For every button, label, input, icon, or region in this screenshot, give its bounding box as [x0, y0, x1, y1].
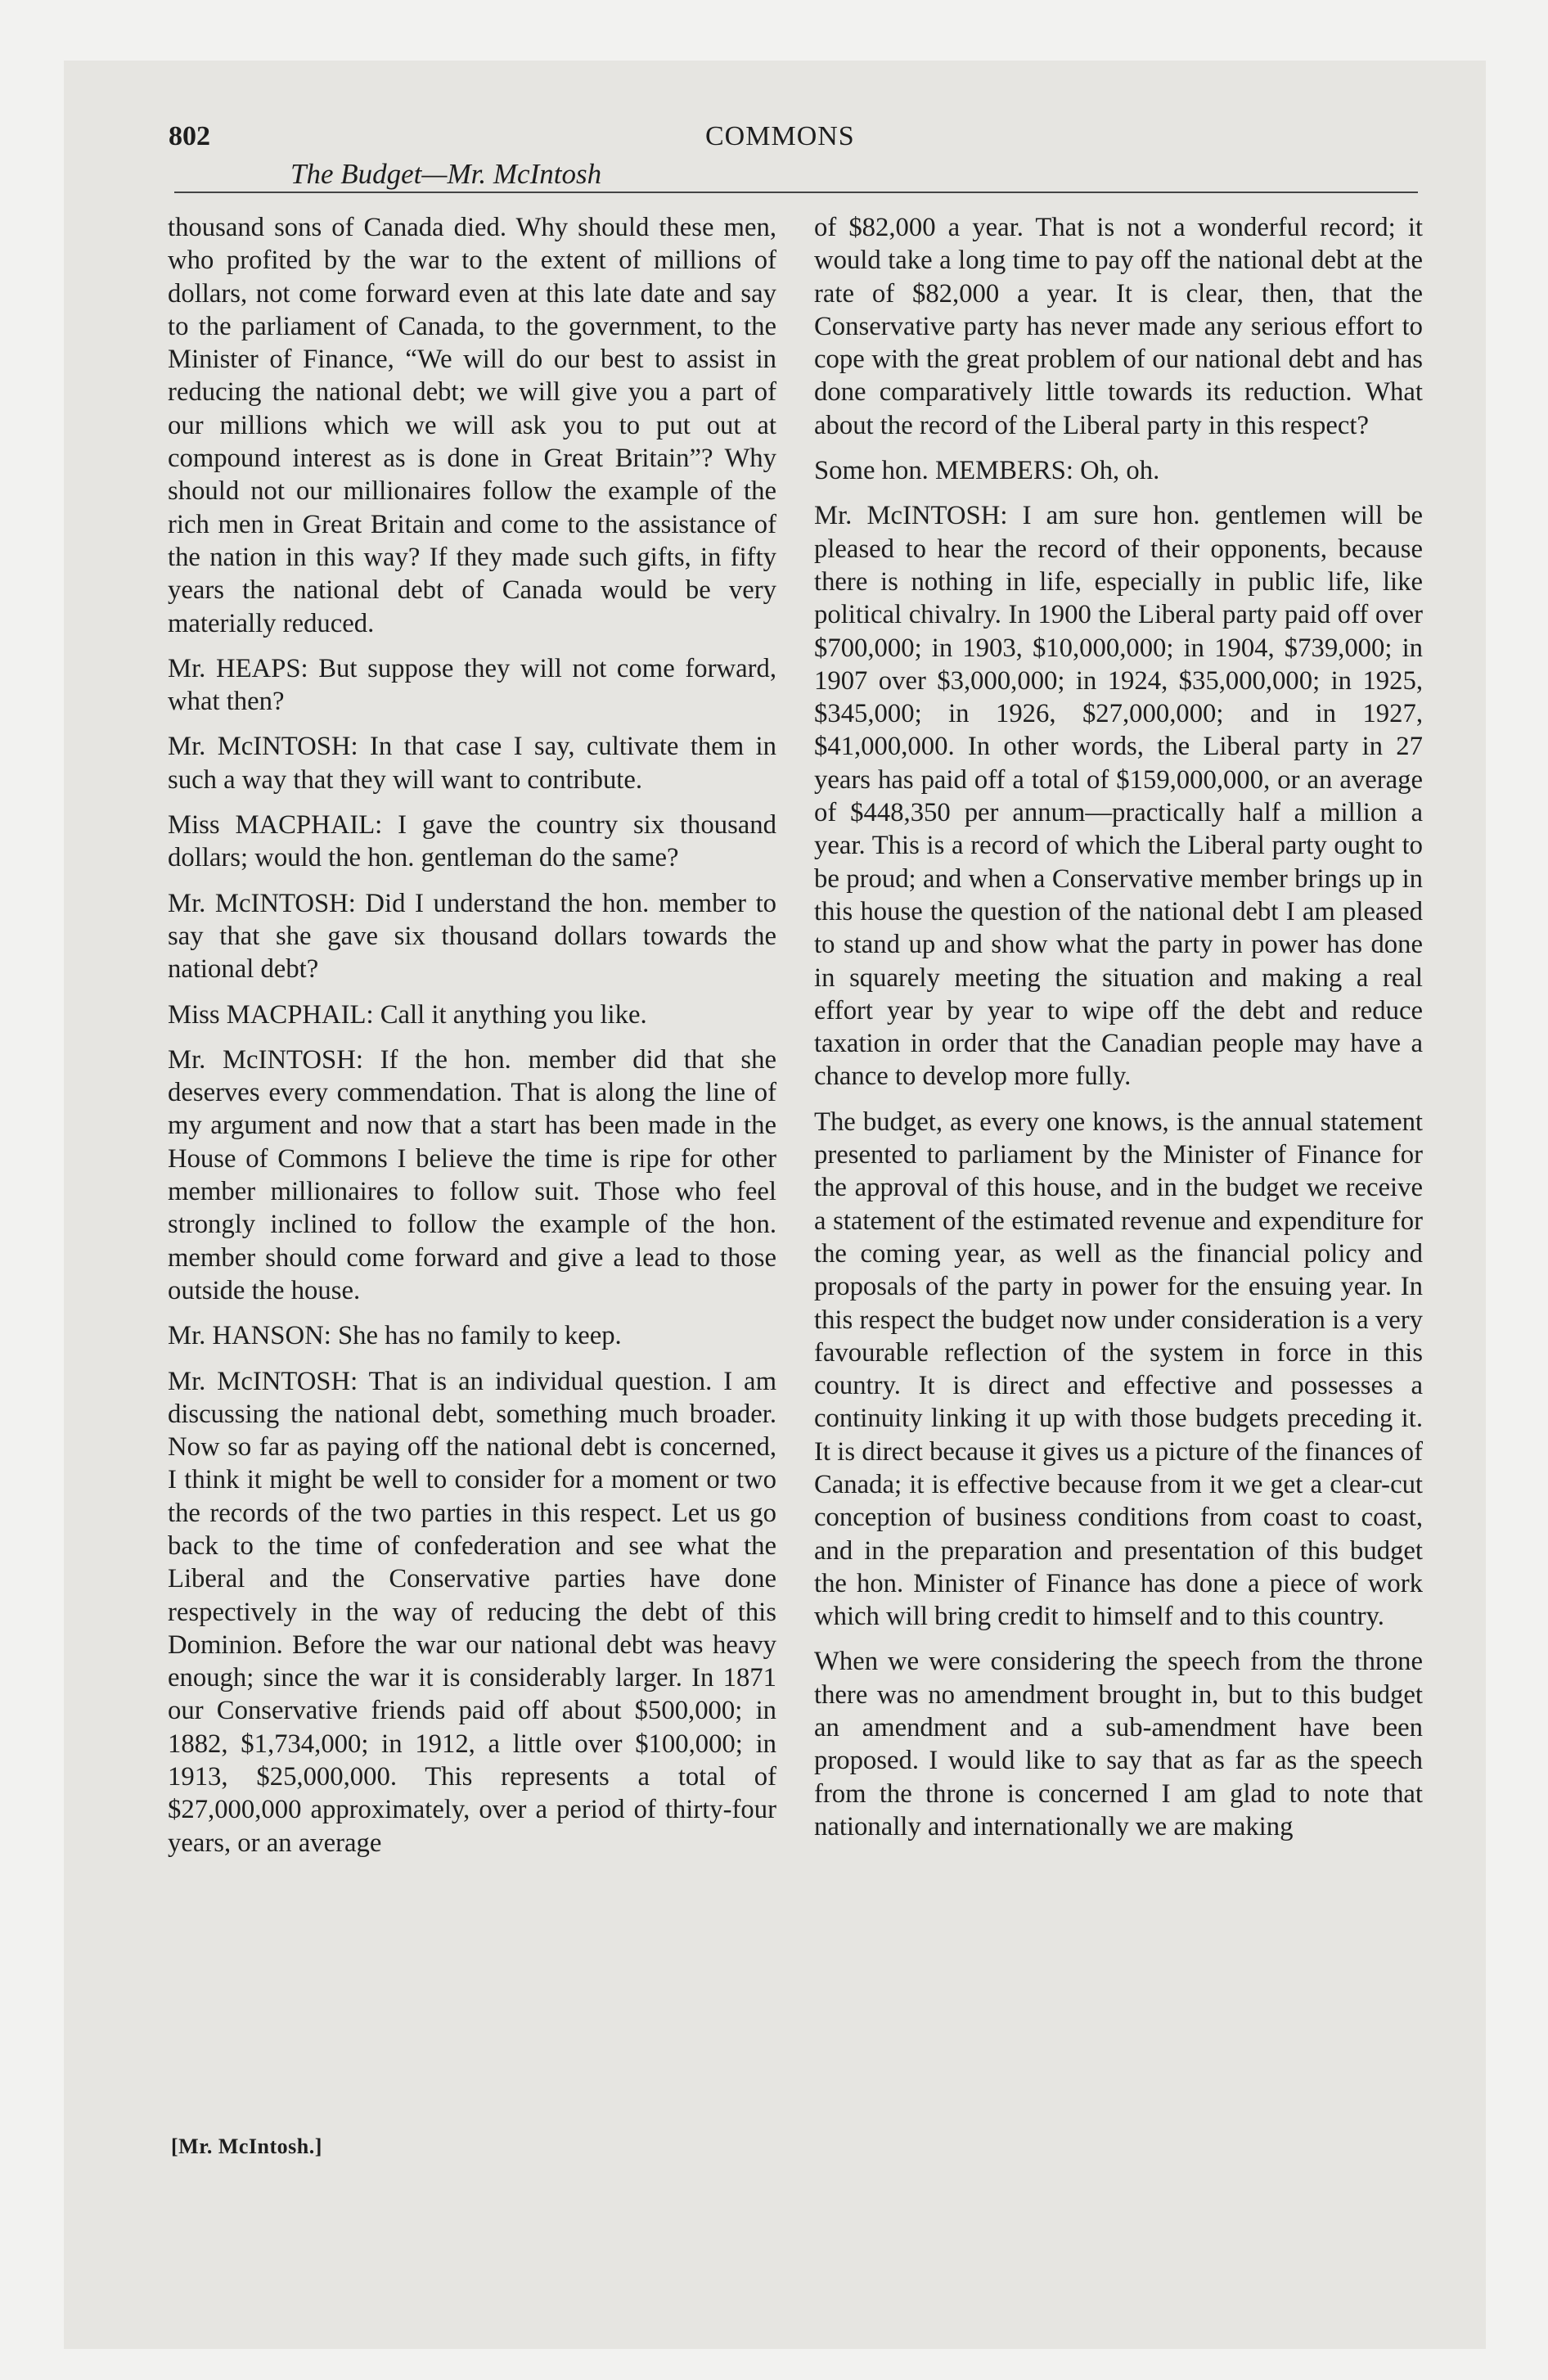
- paragraph: Mr. HANSON: She has no family to keep.: [168, 1321, 622, 1351]
- page-header: [123, 0, 1425, 205]
- paragraph: of $82,000 a year. That is not a wonderful record; it would take a long time to pay off the national debt at the rate of $82,000 a year. It is clear, then, that the Conservative party has never made any serious effort to cope with the great problem of our national debt and has done comparatively little towards its reduction. What about the record of the Liberal party in this respect?: [814, 213, 1423, 440]
- right-column: [814, 211, 1423, 1855]
- hansard-page: [123, 0, 1425, 2380]
- left-column: [168, 211, 776, 1872]
- running-title: The Budget—Mr. McIntosh: [290, 158, 602, 190]
- paragraph: The budget, as every one knows, is the annual statement presented to parliament by the Minister of Finance for the approval of this house, and in the budget we receive a statement of the estimated revenue and expenditure for the coming year, as well as the financial policy and proposals of the party in power for the ensuing year. In this respect the budget now under consideration is a very favourable reflection of the system in force in this country. It is direct and effective and possesses a continuity linking it up with those budgets preceding it. It is direct because it gives us a picture of the finances of Canada; it is effective because from it we get a clear-cut conception of business conditions from coast to coast, and in the preparation and presentation of this budget the hon. Minister of Finance has done a piece of work which will bring credit to himself and to this country.: [814, 1107, 1423, 1632]
- page-number: 802: [169, 121, 210, 151]
- speaker-attribution: [Mr. McIntosh.]: [171, 2134, 322, 2158]
- paragraph: Mr. McINTOSH: In that case I say, cultivate them in such a way that they will want to contribute.: [168, 732, 776, 795]
- paragraph: Mr. McINTOSH: If the hon. member did that she deserves every commendation. That is along the line of my argument and now that a start has been made in the House of Commons I believe the time is ripe for other member millionaires to follow suit. Those who feel strongly inclined to follow the example of the hon. member should come forward and give a lead to those outside the house.: [168, 1044, 776, 1305]
- paragraph: Miss MACPHAIL: Call it anything you like.: [168, 999, 647, 1030]
- paragraph: Mr. HEAPS: But suppose they will not come forward, what then?: [168, 653, 776, 717]
- chamber-heading: COMMONS: [705, 121, 855, 151]
- paragraph: When we were considering the speech from the throne there was no amendment brought in, but to this budget an amendment and a sub-amendment have been proposed. I would like to say that as far as the speech from the throne is concerned I am glad to note that nationally and internationally we are making: [814, 1647, 1423, 1841]
- paragraph: Mr. McINTOSH: I am sure hon. gentlemen will be pleased to hear the record of their opponents, because there is nothing in life, especially in public life, like political chivalry. In 1900 the Liberal party paid off over $700,000; in 1903, $10,000,000; in 1904, $739,000; in 1907 over $3,000,000; in 1924, $35,000,000; in 1925, $345,000; in 1926, $27,000,000; and in 1927, $41,000,000. In other words, the Liberal party in 27 years has paid off a total of $159,000,000, or an average of $448,350 per annum—practically half a million a year. This is a record of which the Liberal party ought to be proud; and when a Conservative member brings up in this house the question of the national debt I am pleased to stand up and show what the party in power has done in squarely meeting the situation and making a real effort year by year to wipe off the debt and reduce taxation in order that the Canadian people may have a chance to develop more fully.: [814, 501, 1423, 1092]
- paragraph: Miss MACPHAIL: I gave the country six thousand dollars; would the hon. gentleman do the same?: [168, 810, 776, 873]
- paragraph: thousand sons of Canada died. Why should these men, who profited by the war to the extent of millions of dollars, not come forward even at this late date and say to the parliament of Canada, to the government, to the Minister of Finance, “We will do our best to assist in reducing the national debt; we will give you a part of our millions which we will ask you to put out at compound interest as is done in Great Britain”? Why should not our millionaires follow the example of the rich men in Great Britain and come to the assistance of the nation in this way? If they made such gifts, in fifty years the national debt of Canada would be very materially reduced.: [168, 213, 776, 638]
- header-rule: [174, 192, 1418, 193]
- paragraph: Mr. McINTOSH: That is an individual question. I am discussing the national debt, something much broader. Now so far as paying off the national debt is concerned, I think it might be well to consider for a moment or two the records of the two parties in this respect. Let us go back to the time of confederation and see what the Liberal and the Conservative parties have done respectively in the way of reducing the debt of this Dominion. Before the war our national debt was heavy enough; since the war it is considerably larger. In 1871 our Conservative friends paid off about $500,000; in 1882, $1,734,000; in 1912, a little over $100,000; in 1913, $25,000,000. This represents a total of $27,000,000 approximately, over a period of thirty-four years, or an average: [168, 1366, 776, 1858]
- paragraph: Mr. McINTOSH: Did I understand the hon. member to say that she gave six thousand dollars towards the national debt?: [168, 888, 776, 985]
- paragraph: Some hon. MEMBERS: Oh, oh.: [814, 456, 1160, 486]
